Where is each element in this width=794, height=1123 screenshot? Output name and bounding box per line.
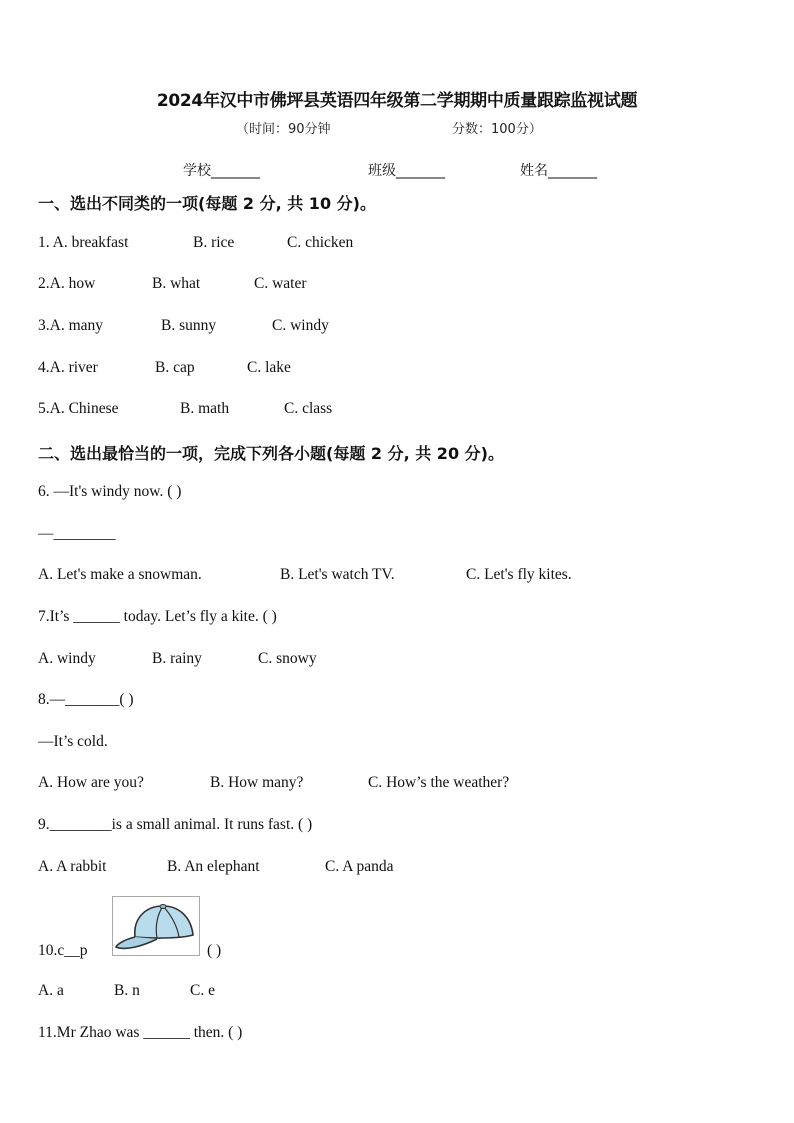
cap-icon — [113, 897, 199, 955]
section-1-heading: 一、选出不同类的一项(每题 2 分, 共 10 分)。 — [38, 194, 376, 213]
q2-option-c: C. water — [254, 275, 307, 292]
q5-option-b: B. math — [180, 400, 230, 417]
q7-stem: 7.It’s ______ today. Let’s fly a kite. ( ) — [38, 608, 277, 625]
page-title: 2024年汉中市佛坪县英语四年级第二学期期中质量跟踪监视试题 — [156, 91, 638, 111]
q6-stem: 6. —It's windy now. ( ) — [38, 483, 182, 500]
q10-option-b: B. n — [114, 982, 140, 999]
q9-option-c: C. A panda — [325, 858, 394, 875]
q4-option-b: B. cap — [155, 359, 195, 376]
q1-option-a: 1. A. breakfast — [38, 234, 129, 251]
q2-option-a: 2.A. how — [38, 275, 96, 292]
q8-option-a: A. How are you? — [38, 774, 144, 791]
q7-option-b: B. rainy — [152, 650, 202, 667]
exam-score: 分数：100分） — [452, 122, 542, 137]
school-field: 学校_______ — [183, 163, 260, 179]
name-field: 姓名_______ — [520, 163, 597, 179]
q3-option-b: B. sunny — [161, 317, 217, 334]
q8-reply: —It’s cold. — [38, 733, 108, 750]
q11-stem: 11.Mr Zhao was ______ then. ( ) — [38, 1024, 243, 1041]
q4-option-a: 4.A. river — [38, 359, 98, 376]
q3-option-a: 3.A. many — [38, 317, 104, 334]
q8-stem: 8.—_______( ) — [38, 691, 134, 708]
q9-option-a: A. A rabbit — [38, 858, 107, 875]
q7-option-c: C. snowy — [258, 650, 317, 667]
class-field: 班级_______ — [368, 163, 445, 179]
section-2-heading: 二、选出最恰当的一项，完成下列各小题(每题 2 分, 共 20 分)。 — [38, 444, 504, 463]
q6-option-c: C. Let's fly kites. — [466, 566, 572, 583]
q8-option-b: B. How many? — [210, 774, 304, 791]
q2-option-b: B. what — [152, 275, 201, 292]
q4-option-c: C. lake — [247, 359, 291, 376]
q1-option-c: C. chicken — [287, 234, 354, 251]
exam-time: （时间：90分钟 — [236, 122, 331, 137]
q5-option-c: C. class — [284, 400, 333, 417]
q5-option-a: 5.A. Chinese — [38, 400, 119, 417]
q7-option-a: A. windy — [38, 650, 96, 667]
q6-option-b: B. Let's watch TV. — [280, 566, 395, 583]
q9-option-b: B. An elephant — [167, 858, 260, 875]
q10-answer-paren: ( ) — [207, 942, 222, 959]
q8-option-c: C. How’s the weather? — [368, 774, 510, 791]
q6-option-a: A. Let's make a snowman. — [38, 566, 202, 583]
q10-stem: 10.c__p — [38, 942, 88, 959]
q1-option-b: B. rice — [193, 234, 235, 251]
q9-stem: 9.________is a small animal. It runs fast. ( ) — [38, 816, 313, 833]
q6-answer-blank: —________ — [38, 525, 116, 542]
cap-image — [112, 896, 200, 956]
q10-option-c: C. e — [190, 982, 215, 999]
q3-option-c: C. windy — [272, 317, 329, 334]
q10-option-a: A. a — [38, 982, 64, 999]
